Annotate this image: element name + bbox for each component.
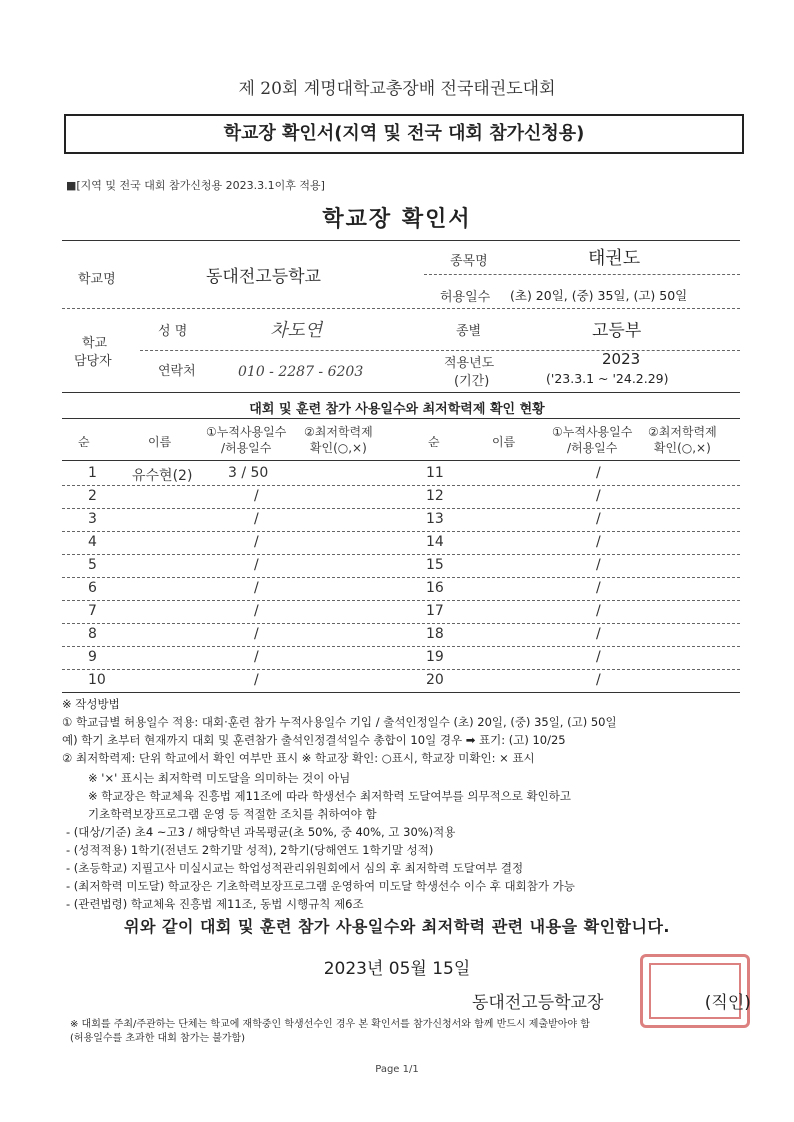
row-divider <box>62 485 740 486</box>
note-line: - (최저학력 미도달) 학교장은 기초학력보장프로그램 운영하여 미도달 학생선수 이수 후 대회참가 가능 <box>66 879 575 893</box>
divider <box>424 274 740 275</box>
days-used: / <box>596 511 601 527</box>
row-number: 9 <box>88 649 97 665</box>
row-divider <box>62 600 740 601</box>
col-header-no-left: 순 <box>78 435 90 449</box>
days-used: / <box>596 580 601 596</box>
row-number: 19 <box>426 649 444 665</box>
days-used: / <box>254 534 259 550</box>
athlete-name: 유수현(2) <box>132 468 193 484</box>
note-line: - (초등학교) 지필고사 미실시교는 학업성적관리위원회에서 심의 후 최저학력 도달여부 결정 <box>66 861 524 875</box>
row-number: 11 <box>426 465 444 481</box>
issue-date: 2023년 05월 15일 <box>323 959 471 979</box>
row-divider <box>62 646 740 647</box>
row-number: 16 <box>426 580 444 596</box>
row-divider <box>62 531 740 532</box>
division-value: 고등부 <box>592 321 642 341</box>
row-number: 2 <box>88 488 97 504</box>
divider <box>62 240 740 241</box>
row-divider <box>62 623 740 624</box>
row-number: 3 <box>88 511 97 527</box>
name-label: 성 명 <box>158 324 188 339</box>
days-used: / <box>596 465 601 481</box>
note-line: ※ 학교장은 학교체육 진흥법 제11조에 따라 학생선수 최저학력 도달여부를 의무적으로 확인하고 <box>88 789 571 803</box>
page-number: Page 1/1 <box>375 1064 419 1075</box>
contact-value: 010 - 2287 - 6203 <box>238 364 364 380</box>
row-divider <box>62 554 740 555</box>
days-used: / <box>254 649 259 665</box>
manager-label-line1: 학교 <box>82 336 108 351</box>
days-used: / <box>596 557 601 573</box>
event-value: 태권도 <box>588 248 641 269</box>
row-number: 7 <box>88 603 97 619</box>
row-number: 5 <box>88 557 97 573</box>
row-number: 8 <box>88 626 97 642</box>
period-label: (기간) <box>454 374 490 389</box>
year-value: 2023 <box>602 350 641 368</box>
days-value: (초) 20일, (중) 35일, (고) 50일 <box>510 288 688 303</box>
row-number: 18 <box>426 626 444 642</box>
note-line: 기초학력보장프로그램 운영 등 적절한 조치를 취하여야 함 <box>88 807 377 821</box>
days-used: / <box>596 488 601 504</box>
note-line: - (성적적용) 1학기(전년도 2학기말 성적), 2학기(당해연도 1학기말 성적) <box>66 843 434 857</box>
row-number: 15 <box>426 557 444 573</box>
divider <box>62 460 740 461</box>
table-title: 대회 및 훈련 참가 사용일수와 최저학력제 확인 현황 <box>249 402 545 417</box>
days-used: / <box>596 626 601 642</box>
row-divider <box>62 577 740 578</box>
year-label: 적용년도 <box>444 356 495 371</box>
row-divider <box>62 669 740 670</box>
days-used: / <box>596 603 601 619</box>
col-header-min-left: ②최저학력제 확인(○,×) <box>304 425 373 455</box>
divider <box>140 350 740 351</box>
days-used: 3 / 50 <box>228 465 269 481</box>
days-used: / <box>596 672 601 688</box>
row-number: 20 <box>426 672 444 688</box>
col-header-min-right: ②최저학력제 확인(○,×) <box>648 425 717 455</box>
row-number: 4 <box>88 534 97 550</box>
row-divider <box>62 508 740 509</box>
manager-name: 차도연 <box>270 320 323 341</box>
form-title: 학교장 확인서 <box>322 207 472 232</box>
row-number: 12 <box>426 488 444 504</box>
row-number: 13 <box>426 511 444 527</box>
confirmation-statement: 위와 같이 대회 및 훈련 참가 사용일수와 최저학력 관련 내용을 확인합니다. <box>124 917 670 936</box>
event-label: 종목명 <box>450 254 488 269</box>
document-title-box <box>64 114 744 154</box>
col-header-days-left: ①누적사용일수 /허용일수 <box>206 425 287 455</box>
row-number: 14 <box>426 534 444 550</box>
days-used: / <box>254 672 259 688</box>
row-number: 1 <box>88 465 97 481</box>
principal-signature: 동대전고등학교장 (직인) <box>472 993 751 1013</box>
note-line: 예) 학기 초부터 현재까지 대회 및 훈련참가 출석인정결석일수 총합이 10일 경우 ➡ 표기: (고) 10/25 <box>62 733 566 747</box>
note-line: ※ '×' 표시는 최저학력 미도달을 의미하는 것이 아님 <box>88 771 351 785</box>
document-title: 학교장 확인서(지역 및 전국 대회 참가신청용) <box>223 123 585 144</box>
note-line: ② 최저학력제: 단위 학교에서 확인 여부만 표시 ※ 학교장 확인: ○표시, 학교장 미확인: × 표시 <box>62 751 535 765</box>
days-used: / <box>596 534 601 550</box>
period-value: ('23.3.1 ~ '24.2.29) <box>546 371 669 386</box>
col-header-name-right: 이름 <box>492 435 516 449</box>
manager-label-line2: 담당자 <box>74 354 112 369</box>
days-used: / <box>254 488 259 504</box>
note-line: ① 학교급별 허용일수 적용: 대회·훈련 참가 누적사용일수 기입 / 출석인정일수 (초) 20일, (중) 35일, (고) 50일 <box>62 715 617 729</box>
col-header-name-left: 이름 <box>148 435 172 449</box>
divider <box>62 308 740 309</box>
school-value: 동대전고등학교 <box>206 267 321 287</box>
days-used: / <box>254 511 259 527</box>
days-label: 허용일수 <box>440 290 491 305</box>
divider <box>62 418 740 419</box>
row-number: 10 <box>88 672 106 688</box>
col-header-days-right: ①누적사용일수 /허용일수 <box>552 425 633 455</box>
days-used: / <box>254 557 259 573</box>
days-used: / <box>254 626 259 642</box>
school-label: 학교명 <box>78 272 116 287</box>
note-line: - (관련법령) 학교체육 진흥법 제11조, 동법 시행규칙 제6조 <box>66 897 364 911</box>
event-title: 제 20회 계명대학교총장배 전국태권도대회 <box>238 79 556 99</box>
note-line: - (대상/기준) 초4 ~고3 / 해당학년 과목평균(초 50%, 중 40%, 고 30%)적용 <box>66 825 456 839</box>
footnote: ※ 대회를 주최/주관하는 단체는 학교에 재학중인 학생선수인 경우 본 확인서를 참가신청서와 함께 반드시 제출받아야 함 (허용일수를 초과한 대회 참가는 불가함) <box>70 1019 590 1044</box>
divider <box>62 692 740 693</box>
division-label: 종별 <box>456 324 482 339</box>
days-used: / <box>254 603 259 619</box>
contact-label: 연락처 <box>158 364 196 379</box>
scope-note: ■[지역 및 전국 대회 참가신청용 2023.3.1이후 적용] <box>66 179 325 192</box>
notes-heading: ※ 작성방법 <box>62 697 120 711</box>
days-used: / <box>254 580 259 596</box>
divider <box>62 392 740 393</box>
row-number: 17 <box>426 603 444 619</box>
col-header-no-right: 순 <box>428 435 440 449</box>
row-number: 6 <box>88 580 97 596</box>
days-used: / <box>596 649 601 665</box>
